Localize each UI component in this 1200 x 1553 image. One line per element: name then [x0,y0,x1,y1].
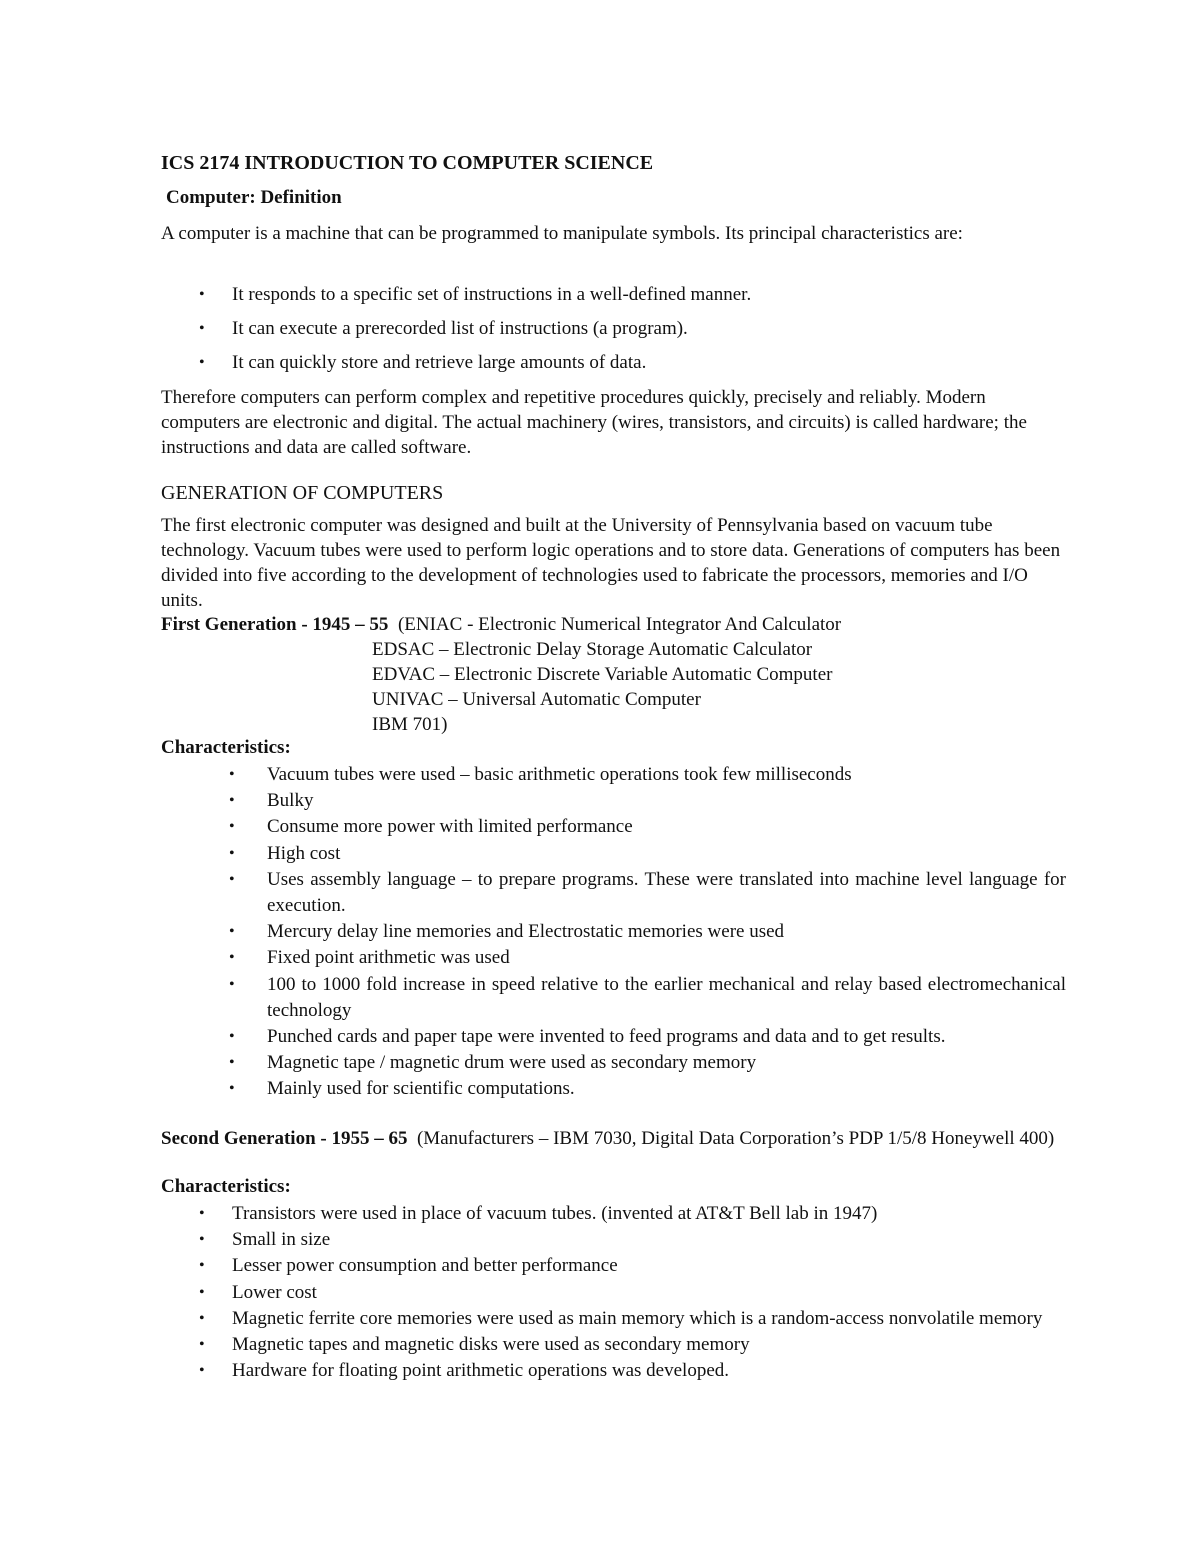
page-title: ICS 2174 INTRODUCTION TO COMPUTER SCIENCE [161,152,654,174]
list-item [161,788,1066,814]
bullet-icon: • [229,766,235,783]
list-item [161,919,1066,945]
second-generation-characteristics-label: Characteristics: [161,1176,291,1197]
bullet-icon: • [199,1309,205,1327]
list-item-text: Bulky [267,790,314,812]
bullet-icon: • [199,1231,205,1249]
generations-intro: The first electronic computer was designed and built at the University of Pennsylvania based on vacuum tube technology. Vacuum tubes were used to perform logic operations and to store data. Generations of computers has been divided into five according to the development of technologies used to fabricate the processors, memories and I/O units. [161,515,1061,611]
list-item-text: It can execute a prerecorded list of instructions (a program). [232,318,688,339]
list-item [161,312,1066,346]
bullet-icon: • [229,844,235,862]
bullet-icon: • [229,870,235,888]
bullet-icon: • [229,923,235,941]
list-item [161,1227,1066,1253]
list-item [161,762,1066,788]
list-item-text: Mainly used for scientific computations. [267,1078,575,1100]
bullet-icon: • [199,286,205,303]
bullet-icon: • [199,320,205,337]
first-generation-models [372,637,832,737]
list-item-text: Consume more power with limited performance [267,816,633,838]
bullet-icon: • [229,1028,235,1046]
list-item [161,841,1066,867]
list-item [161,814,1066,840]
list-item-text: High cost [267,842,341,864]
bullet-icon: • [199,1283,205,1301]
bullet-icon: • [199,354,205,371]
bullet-icon: • [229,949,235,967]
list-item-text: It responds to a specific set of instructions in a well-defined manner. [232,284,752,305]
list-item [161,945,1066,971]
second-generation-line [161,1126,1061,1151]
bullet-icon: • [229,975,235,993]
list-item-text: Hardware for floating point arithmetic operations was developed. [232,1360,729,1382]
model-item: EDSAC – Electronic Delay Storage Automatic Calculator [372,639,813,660]
bullet-icon: • [229,792,235,810]
list-item [161,1280,1066,1306]
list-item [161,1253,1066,1279]
list-item-text: Lower cost [232,1281,317,1303]
second-generation-characteristics [161,1201,1066,1384]
bullet-icon: • [229,1054,235,1072]
list-item [161,1332,1066,1358]
bullet-icon: • [199,1205,205,1222]
definition-heading: Computer: Definition [166,187,342,208]
list-item [161,1050,1066,1076]
list-item-text: Small in size [232,1229,331,1251]
list-item-text: Magnetic ferrite core memories were used as main memory which is a random-access nonvolatile memory [232,1307,1043,1329]
list-item [161,346,1066,380]
bullet-icon: • [229,1080,235,1098]
definition-conclusion: Therefore computers can perform complex and repetitive procedures quickly, precisely and reliably. Modern computers are electronic and digital. The actual machinery (wires, transistors, and circuits) is called hardware; the instructions and data are called software. [161,387,1027,458]
definition-bullet-list [161,278,1066,380]
bullet-icon: • [199,1336,205,1354]
list-item [161,1306,1066,1332]
definition-intro: A computer is a machine that can be programmed to manipulate symbols. Its principal characteristics are: [161,223,963,244]
list-item [161,867,1066,919]
first-generation-line [161,612,1061,637]
bullet-icon: • [199,1362,205,1380]
list-item-text: Magnetic tape / magnetic drum were used as secondary memory [267,1052,757,1074]
list-item-text: Vacuum tubes were used – basic arithmetic operations took few milliseconds [267,764,852,785]
list-item [161,1024,1066,1050]
list-item-text: Uses assembly language – to prepare programs. These were translated into machine level language for execution. [267,868,1066,917]
list-item [161,1358,1066,1384]
list-item [161,972,1066,1024]
bullet-icon: • [199,1257,205,1275]
model-item: UNIVAC – Universal Automatic Computer [372,689,701,710]
list-item [161,1201,1066,1227]
list-item-text: Mercury delay line memories and Electrostatic memories were used [267,921,785,943]
first-generation-characteristics-label: Characteristics: [161,737,291,758]
list-item-text: Punched cards and paper tape were invented to feed programs and data and to get results. [267,1026,946,1048]
second-generation-manufacturers: (Manufacturers – IBM 7030, Digital Data Corporation’s PDP 1/5/8 Honeywell 400) [416,1128,1055,1149]
model-item: EDVAC – Electronic Discrete Variable Automatic Computer [372,664,833,685]
list-item-text: Fixed point arithmetic was used [267,947,510,969]
list-item [161,278,1066,312]
second-generation-label: Second Generation - 1955 – 65 [161,1128,408,1149]
first-generation-label: First Generation - 1945 – 55 [161,614,389,635]
list-item-text: Lesser power consumption and better performance [232,1255,618,1277]
list-item-text: 100 to 1000 fold increase in speed relative to the earlier mechanical and relay based electromechanical technology [267,973,1066,1021]
first-generation-characteristics [161,762,1066,1103]
generations-heading: GENERATION OF COMPUTERS [161,482,444,504]
list-item-text: Magnetic tapes and magnetic disks were used as secondary memory [232,1334,750,1356]
bullet-icon: • [229,818,235,836]
list-item-text: Transistors were used in place of vacuum tubes. (invented at AT&T Bell lab in 1947) [232,1203,878,1224]
list-item-text: It can quickly store and retrieve large amounts of data. [232,352,647,373]
first-generation-model-eniac: (ENIAC - Electronic Numerical Integrator And Calculator [397,614,842,635]
model-item: IBM 701) [372,714,448,735]
list-item [161,1076,1066,1102]
